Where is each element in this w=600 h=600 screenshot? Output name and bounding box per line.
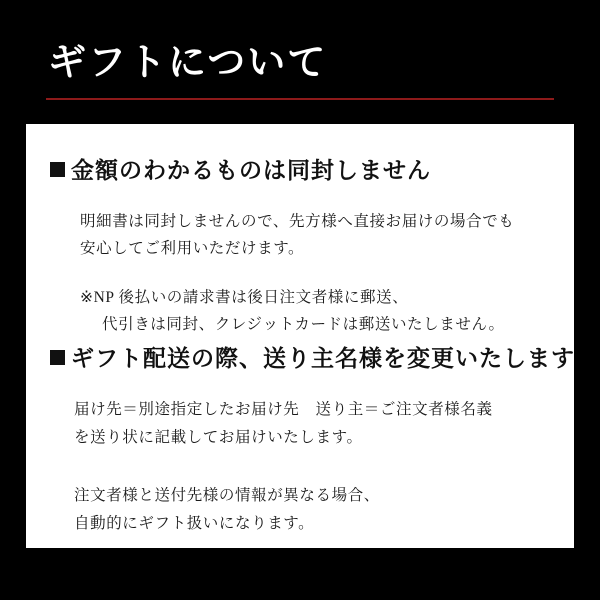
- content-card: [26, 124, 574, 548]
- section-2-body: [26, 396, 574, 452]
- section-2-note: [26, 482, 574, 538]
- section-1-note: [26, 284, 574, 338]
- section-2-line-1: 届け先＝別途指定したお届け先 送り主＝ご注文者様名義: [74, 401, 493, 418]
- section-2-heading-text: ギフト配送の際、送り主名様を変更いたします: [71, 346, 575, 371]
- section-1-line-2: 安心してご利用いただけます。: [80, 240, 305, 257]
- section-no-amount-info: [26, 156, 574, 338]
- section-1-note-line-1: ※NP 後払いの請求書は後日注文者様に郵送、: [80, 289, 409, 306]
- section-1-line-1: 明細書は同封しませんので、先方様へ直接お届けの場合でも: [80, 213, 515, 230]
- section-1-note-line-2: 代引きは同封、クレジットカードは郵送いたしません。: [102, 316, 505, 333]
- section-2-heading: [26, 344, 574, 374]
- section-2-note-line-2: 自動的にギフト扱いになります。: [74, 515, 315, 532]
- bullet-square-icon: [50, 350, 65, 365]
- section-2-line-2: を送り状に記載してお届けいたします。: [74, 429, 363, 446]
- bullet-square-icon: [50, 162, 65, 177]
- page-title: ギフトについて: [48, 42, 328, 84]
- section-2-note-line-1: 注文者様と送付先様の情報が異なる場合、: [74, 487, 380, 504]
- title-divider: [46, 98, 554, 100]
- section-gift-shipping: [26, 344, 574, 538]
- section-1-body: [26, 208, 574, 262]
- section-1-heading-text: 金額のわかるものは同封しません: [71, 158, 431, 183]
- section-1-heading: [26, 156, 574, 186]
- page-title-area: [0, 40, 600, 102]
